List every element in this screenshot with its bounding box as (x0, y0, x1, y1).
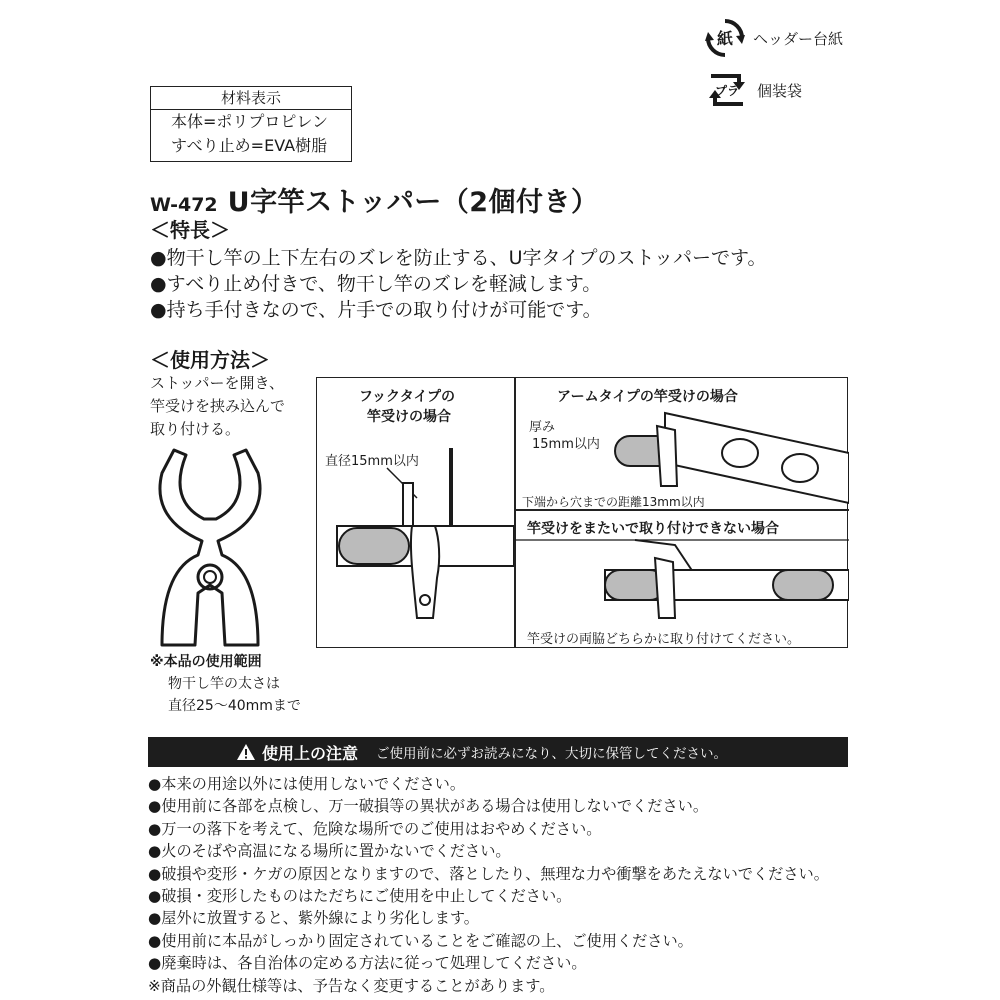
ng-note: 竿受けの両脇どちらかに取り付けてください。 (527, 632, 801, 647)
arm-distance-note: 下端から穴までの距離13mm以内 (522, 495, 705, 509)
feature-item: ●すべり止め付きで、物干し竿のズレを軽減します。 (150, 273, 602, 295)
arm-title: アームタイプの竿受けの場合 (557, 389, 738, 405)
usage-line: 取り付ける。 (150, 420, 241, 438)
features-heading: ＜特長＞ (150, 218, 230, 242)
arm-thickness-note: 厚み (529, 420, 556, 435)
plastic-recycle-icon (705, 70, 749, 110)
caution-item: ●万一の落下を考えて、危険な場所でのご使用はおやめください。 (148, 819, 602, 838)
hook-type-drawing (317, 378, 514, 647)
caution-list (148, 773, 829, 997)
hook-title: フックタイプの (359, 389, 456, 405)
product-code: W-472 (150, 194, 218, 216)
material-heading: 材料表示 (151, 87, 351, 110)
stopper-clip-illustration (150, 445, 280, 650)
caution-title: 使用上の注意 (262, 743, 359, 763)
usage-heading: ＜使用方法＞ (150, 348, 270, 372)
usage-range-note (150, 651, 301, 717)
paper-recycle-icon (705, 18, 745, 58)
paper-mark-text: 紙 (716, 29, 734, 48)
caution-subtitle: ご使用前に必ずお読みになり、大切に保管してください。 (376, 746, 728, 762)
usage-instructions (150, 372, 285, 441)
recycle-plastic (705, 70, 802, 110)
range-line: 直径25〜40mmまで (168, 698, 301, 714)
arm-type-drawing (515, 378, 849, 509)
ng-title: 竿受けをまたいで取り付けできない場合 (527, 521, 779, 537)
hook-title: 竿受けの場合 (367, 409, 451, 425)
caution-item: ●本来の用途以外には使用しないでください。 (148, 775, 466, 793)
caution-item: ※商品の外観仕様等は、予告なく変更することがあります。 (148, 976, 555, 995)
hook-diameter-note: 直径15mm以内 (325, 454, 419, 469)
material-line-antislip: すべり止め=EVA樹脂 (171, 136, 328, 155)
range-heading: ※本品の使用範囲 (150, 654, 262, 670)
arm-thickness-note: 15mm以内 (532, 437, 600, 452)
recycle-paper (705, 18, 843, 58)
caution-item: ●破損や変形・ケガの原因となりますので、落としたり、無理な力や衝撃をあたえないでください。 (148, 864, 829, 883)
material-line-body: 本体=ポリプロピレン (171, 112, 329, 131)
product-name: U字竿ストッパー（2個付き） (227, 187, 599, 218)
caution-item: ●破損・変形したものはただちにご使用を中止してください。 (148, 887, 572, 906)
caution-item: ●使用前に各部を点検し、万一破損等の異状がある場合は使用しないでください。 (148, 797, 709, 816)
material-table (150, 86, 352, 162)
feature-item: ●持ち手付きなので、片手での取り付けが可能です。 (150, 299, 602, 321)
usage-line: ストッパーを開き、 (150, 374, 284, 392)
caution-item: ●使用前に本品がしっかり固定されていることをご確認の上、ご使用ください。 (148, 931, 693, 950)
caution-header (148, 737, 848, 767)
plastic-mark-text: プラ (714, 84, 740, 98)
installation-diagram (316, 377, 848, 648)
ng-drawing (515, 510, 849, 620)
caution-item: ●屋外に放置すると、紫外線により劣化します。 (148, 909, 479, 928)
warning-icon (236, 743, 256, 761)
plastic-recycle-label: 個装袋 (757, 81, 803, 100)
feature-item: ●物干し竿の上下左右のズレを防止する、U字タイプのストッパーです。 (150, 247, 767, 269)
caution-item: ●火のそばや高温になる場所に置かないでください。 (148, 842, 511, 861)
caution-item: ●廃棄時は、各自治体の定める方法に従って処理してください。 (148, 954, 587, 973)
range-line: 物干し竿の太さは (168, 676, 280, 692)
usage-line: 竿受けを挟み込んで (150, 397, 286, 415)
paper-recycle-label: ヘッダー台紙 (753, 29, 844, 48)
